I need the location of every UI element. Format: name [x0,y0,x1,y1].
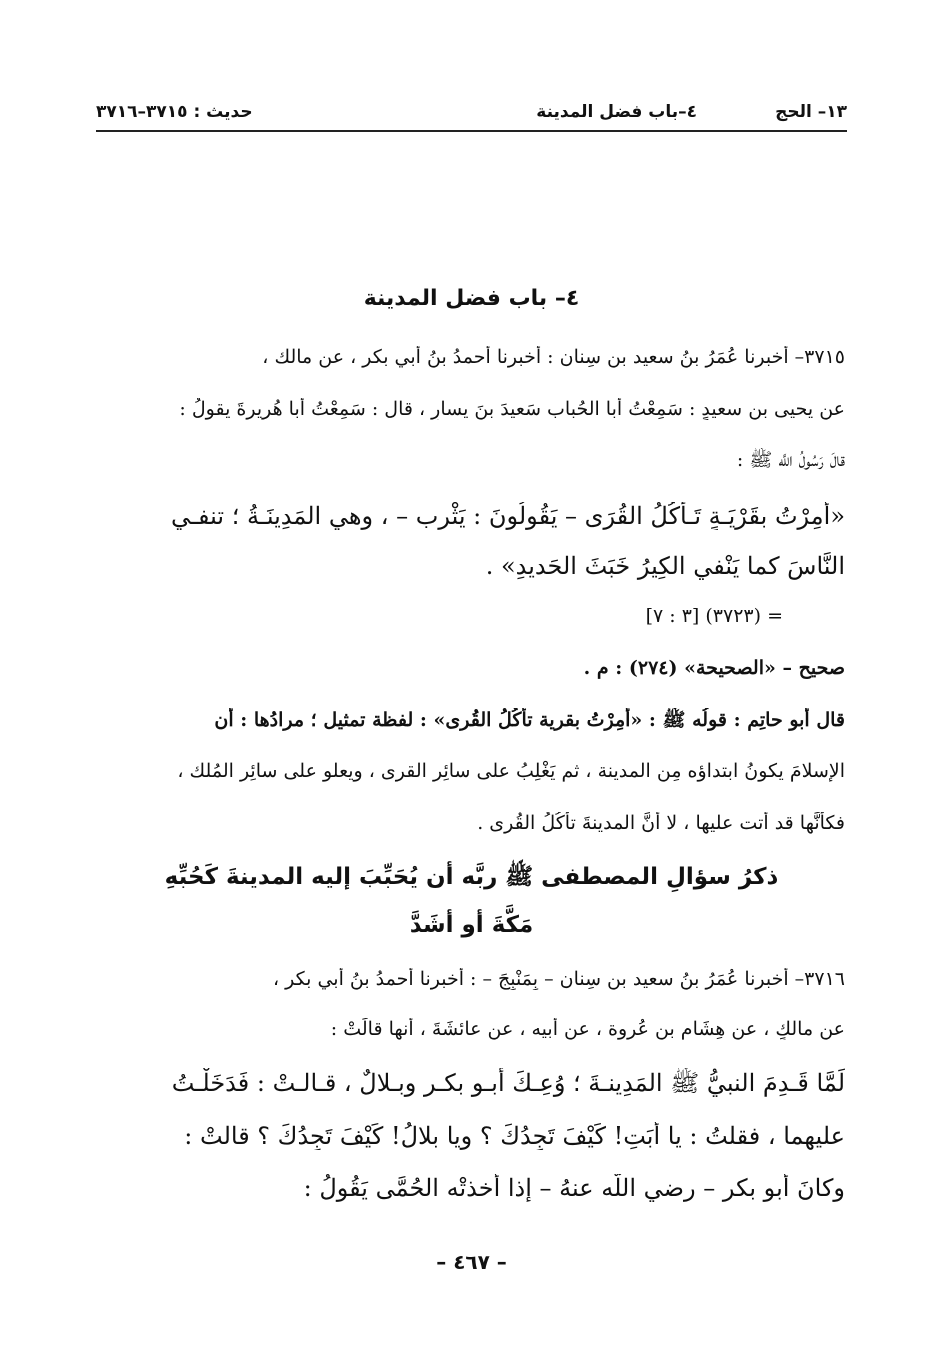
hadith1-reference: = (٣٧٢٣) [٣ : ٧] [645,605,783,627]
page-number: – ٤٦٧ – [436,1250,507,1274]
subheading-line: مَكَّةَ أو أشَدَّ [409,912,534,938]
abu-hatim-line: قال أبو حاتِم : قولُه ﷺ : «أُمِرْتُ بقرية تأكُلُ القُرى» : لفظة تمثيل ؛ مرادُها : أن [214,709,845,731]
hadith1-grading: صحيح – «الصحيحة» (٢٧٤) : م . [583,657,845,679]
running-header [96,96,847,126]
header-section: ٤–باب فضل المدينة [536,102,697,122]
header-rule [96,130,847,132]
hadith1-isnad-line: قالَ رَسُولُ اللَّه ﷺ : [736,449,845,471]
hadith1-matn-line: النَّاسَ كما يَنْفي الكِيرُ خَبَثَ الحَديدِ» . [485,552,845,580]
hadith1-isnad-line: عن يحيى بن سعيدٍ : سَمِعْتُ أبا الحُباب سَعيدَ بنَ يسارٍ ، قال : سَمِعْتُ أبا هُريرةَ يقولُ : [179,398,845,420]
hadith1-isnad-line: ٣٧١٥– أخبرنا عُمَرُ بنُ سعيد بن سِنان : أخبرنا أحمدُ بنُ أبي بكر ، عن مالك ، [262,346,845,368]
section-title: ٤– باب فضل المدينة [363,286,580,311]
hadith2-isnad-line: ٣٧١٦– أخبرنا عُمَرُ بنُ سعيد بن سِنان – بِمَنْبِجَ – : أخبرنا أحمدُ بنُ أبي بكر ، [272,968,845,990]
subheading-line: ذكرُ سؤالِ المصطفى ﷺ ربَّه أن يُحَبِّبَ إليه المدينةَ كَحُبِّهِ [164,864,779,890]
hadith1-matn-line: «أُمِرْتُ بقَرْيَـةٍ تَـأْكُلُ القُرَى – يَقُولُونَ : يَثْرب – ، وهي المَدِينَـةُ ؛ تنفـي [170,502,845,530]
hadith2-matn-line: لَمَّا قَـدِمَ النبيُّ ﷺ المَدِينـةَ ؛ وُعِـكَ أبـو بكـر وبـلالٌ ، قـالـتْ : فَدَخَلْـتُ [171,1069,845,1097]
hadith2-isnad-line: عن مالكٍ ، عن هِشَام بن عُروة ، عن أبيه ، عن عائشَةَ ، أنها قالَتْ : [330,1018,845,1040]
header-hadith-range: حديث : ٣٧١٥–٣٧١٦ [96,102,253,122]
abu-hatim-line: الإسلامَ يكونُ ابتداؤه مِن المدينة ، ثم يَغْلِبُ على سائِرِ القرى ، ويعلو على سائِرِ المُلك ، [177,760,845,782]
hadith2-matn-line: عليهما ، فقلتُ : يا أَبَتِ! كَيْفَ تَجِدُكَ ؟ ويا بلالُ! كَيْفَ تَجِدُكَ ؟ قالتْ : [184,1122,845,1150]
hadith2-matn-line: وكانَ أبو بكرٍ – رضي اللَّه عنهُ – إذا أخذتْه الحُمَّى يَقُولُ : [303,1174,845,1202]
header-chapter: ١٣– الحج [775,102,847,122]
abu-hatim-line: فكأنَّها قد أتت عليها ، لا أنَّ المدينةَ تأكُلُ القُرى . [477,812,845,834]
